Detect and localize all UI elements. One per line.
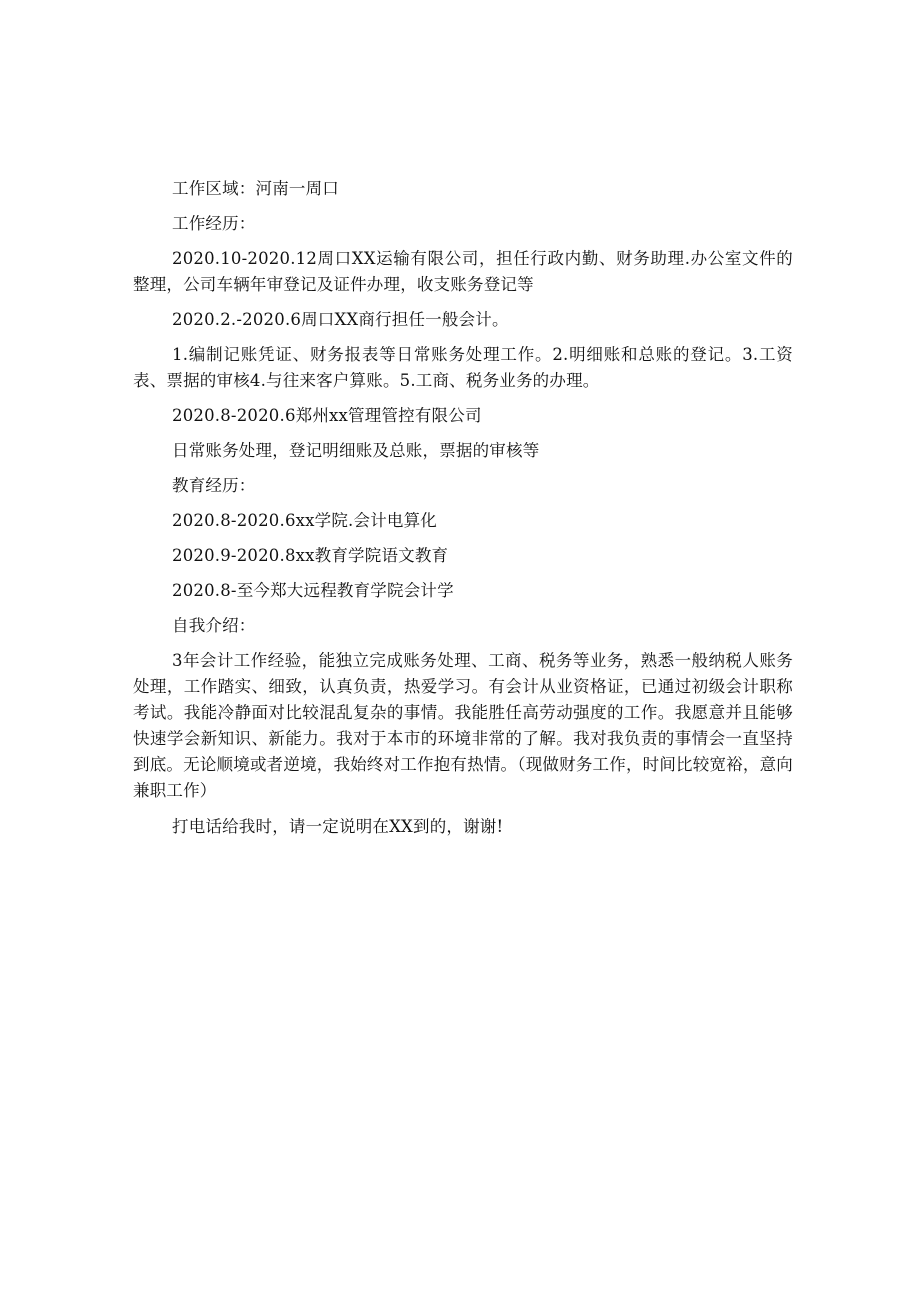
work-entry-3-duties: 日常账务处理，登记明细账及总账，票据的审核等: [172, 441, 540, 460]
closing-note: 打电话给我时，请一定说明在XX到的，谢谢!: [172, 817, 504, 836]
education-entry-1: 2020.8-2020.6xx学院.会计电算化: [172, 511, 437, 530]
document-body: [133, 176, 793, 849]
education-heading: 教育经历：: [172, 476, 256, 495]
work-entry-2: 2020.2.-2020.6周口XX商行担任一般会计。: [172, 310, 509, 329]
work-area-line: 工作区域：河南一周口: [172, 179, 339, 198]
education-entry-2: 2020.9-2020.8xx教育学院语文教育: [172, 546, 449, 565]
education-entry-3: 2020.8-至今郑大远程教育学院会计学: [172, 581, 454, 600]
work-entry-2-duties: 1.编制记账凭证、财务报表等日常账务处理工作。2.明细账和总账的登记。3.工资表、票据的审核4.与往来客户算账。5.工商、税务业务的办理。: [133, 345, 793, 390]
work-experience-heading: 工作经历：: [172, 214, 256, 233]
work-entry-1: 2020.10-2020.12周口XX运输有限公司，担任行政内勤、财务助理.办公室文件的整理，公司车辆年审登记及证件办理，收支账务登记等: [133, 249, 793, 294]
work-entry-3: 2020.8-2020.6郑州xx管理管控有限公司: [172, 406, 482, 425]
self-intro-heading: 自我介绍：: [172, 616, 256, 635]
self-intro-body: 3年会计工作经验，能独立完成账务处理、工商、税务等业务，熟悉一般纳税人账务处理，工作踏实、细致，认真负责，热爱学习。有会计从业资格证，已通过初级会计职称考试。我能冷静面对比较混乱复杂的事情。我能胜任高劳动强度的工作。我愿意并且能够快速学会新知识、新能力。我对于本市的环境非常的了解。我对我负责的事情会一直坚持到底。无论顺境或者逆境，我始终对工作抱有热情。（现做财务工作，时间比较宽裕，意向兼职工作）: [133, 651, 793, 800]
